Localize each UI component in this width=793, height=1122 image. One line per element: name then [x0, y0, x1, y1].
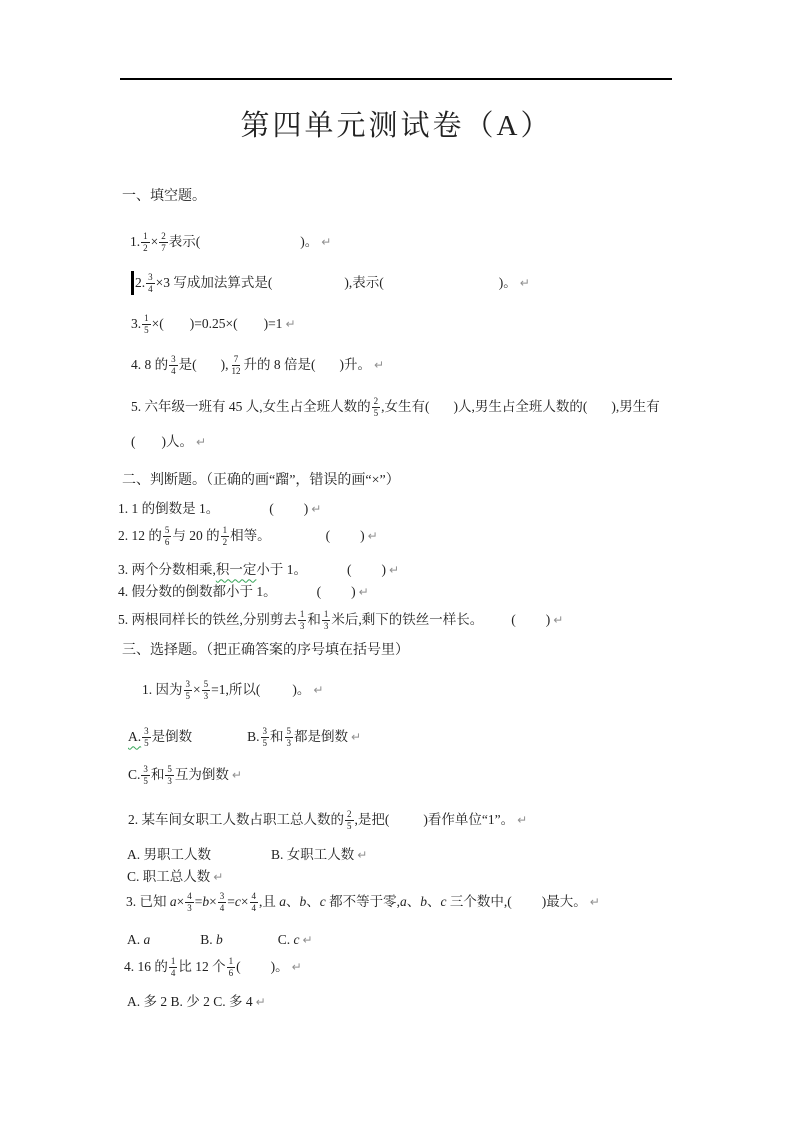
text-run: =1,所以( — [211, 682, 261, 698]
text-run: 5. 六年级一班有 45 人,女生占全班人数的 — [131, 399, 371, 415]
choice-q1-options-ab — [128, 721, 361, 753]
fraction — [298, 609, 307, 632]
answer-blank[interactable] — [238, 324, 264, 325]
fraction-numerator: 5 — [286, 725, 292, 736]
fraction-numerator: 4 — [251, 890, 256, 901]
text-run: 4. 8 的 — [131, 357, 169, 373]
title-paragraph-rule — [120, 78, 672, 80]
fraction — [165, 764, 174, 787]
text-run: ( — [325, 528, 331, 544]
text-run: 3. 两个分数相乘, — [118, 562, 216, 578]
answer-blank[interactable] — [136, 442, 162, 443]
choice-q1 — [142, 674, 323, 706]
fraction-numerator: 3 — [144, 725, 149, 736]
text-run: C. — [277, 932, 294, 948]
text-run: ), — [220, 357, 229, 373]
text-run: ) — [351, 584, 356, 600]
answer-blank[interactable] — [430, 407, 454, 408]
text-run: a — [143, 932, 151, 948]
fraction — [345, 809, 354, 832]
page-title: 第四单元测试卷（A） — [240, 110, 553, 142]
line-break-mark: ↵ — [302, 933, 313, 947]
fraction — [142, 313, 151, 336]
line-break-mark: ↵ — [553, 613, 564, 627]
fraction — [322, 609, 331, 632]
answer-blank[interactable] — [516, 620, 546, 621]
answer-blank[interactable] — [164, 324, 190, 325]
fraction — [227, 956, 236, 979]
text-run: ) — [545, 612, 551, 628]
answer-blank[interactable] — [150, 940, 200, 941]
answer-blank[interactable] — [512, 902, 542, 903]
answer-blank[interactable] — [389, 820, 423, 821]
fraction — [169, 956, 178, 979]
text-run: 1. 因为 — [142, 682, 183, 698]
text-run: 是( — [178, 357, 197, 373]
line-break-mark: ↵ — [519, 276, 530, 290]
answer-blank[interactable] — [223, 940, 278, 941]
fraction — [141, 231, 150, 254]
fill-q5-line1 — [131, 391, 660, 423]
fraction-denominator: 5 — [144, 737, 149, 748]
answer-blank[interactable] — [384, 283, 499, 284]
text-run: 互为倒数 — [174, 767, 229, 783]
fill-q4 — [131, 349, 384, 381]
fraction-denominator: 5 — [347, 820, 352, 831]
line-break-mark: ↵ — [351, 730, 362, 744]
text-run: × — [150, 234, 159, 250]
text-run: × — [193, 682, 201, 698]
text-run: B. 女职工人数 — [271, 847, 355, 863]
fill-q3 — [131, 308, 296, 340]
answer-blank[interactable] — [260, 690, 292, 691]
fraction — [184, 679, 193, 702]
text-run: 米后,剩下的铁丝一样长。 — [331, 612, 484, 628]
line-break-mark: ↵ — [374, 358, 385, 372]
fraction — [159, 231, 168, 254]
fraction-denominator: 4 — [171, 365, 176, 376]
text-run: )。 — [292, 682, 311, 698]
fill-q2 — [131, 267, 530, 299]
text-run: A. 多 2 B. 少 2 C. 多 4 — [127, 994, 253, 1010]
text-run: 2. — [135, 275, 146, 291]
spellcheck-flagged-text: 积一定 — [215, 562, 257, 578]
line-break-mark: ↵ — [213, 870, 224, 884]
fraction-numerator: 3 — [219, 890, 225, 901]
choice-q1-option-c — [128, 759, 242, 791]
text-run: )=0.25×( — [189, 316, 238, 332]
fraction — [218, 891, 227, 914]
text-run: 、 — [286, 894, 300, 910]
text-run: 1. — [130, 234, 141, 250]
fraction — [202, 679, 211, 702]
fraction-numerator: 2 — [161, 230, 166, 241]
fraction — [169, 354, 178, 377]
fraction — [185, 891, 194, 914]
answer-blank[interactable] — [483, 620, 511, 621]
fill-q5-line2 — [131, 426, 206, 458]
text-run: )最大。 — [541, 894, 587, 910]
text-run: = — [194, 894, 203, 910]
text-run: × — [240, 894, 249, 910]
text-run: )人。 — [161, 434, 193, 450]
answer-blank[interactable] — [271, 536, 326, 537]
fraction-denominator: 4 — [170, 967, 176, 978]
text-run: ,且 — [259, 894, 280, 910]
fraction-numerator: 3 — [143, 763, 148, 774]
text-run: 2. 12 的 — [118, 528, 162, 544]
text-run: × — [209, 894, 217, 910]
line-break-mark: ↵ — [231, 768, 242, 782]
spellcheck-flagged-text: A. — [128, 729, 142, 745]
text-run: = — [227, 894, 235, 910]
text-run: 和 — [307, 612, 321, 628]
text-run: ),男生有 — [611, 399, 660, 415]
text-run: ) — [303, 501, 309, 517]
text-run: ),表示( — [344, 275, 384, 291]
answer-blank[interactable] — [587, 407, 611, 408]
text-run: ( — [131, 434, 136, 450]
text-run: 二、判断题。（正确的画“蹓”，错误的画“×”） — [122, 473, 400, 488]
fraction-denominator: 5 — [143, 775, 148, 786]
fraction-numerator: 1 — [170, 955, 176, 966]
fraction-numerator: 2 — [347, 808, 352, 819]
answer-blank[interactable] — [272, 283, 344, 284]
text-run: 是倒数 — [151, 729, 193, 745]
text-run: 3. 已知 — [126, 894, 170, 910]
text-run: a — [169, 894, 177, 910]
fraction-denominator: 5 — [185, 690, 190, 701]
fraction-numerator: 7 — [233, 353, 239, 364]
answer-blank[interactable] — [330, 536, 360, 537]
fraction-denominator: 2 — [143, 242, 148, 253]
line-break-mark: ↵ — [313, 683, 324, 697]
fraction-denominator: 5 — [262, 737, 268, 748]
fraction-denominator: 3 — [323, 620, 329, 631]
fraction — [163, 525, 172, 548]
text-run: 和 — [270, 729, 284, 745]
fraction-numerator: 3 — [148, 271, 153, 282]
choice-q4 — [124, 951, 302, 983]
text-run: 三、选择题。（把正确答案的序号填在括号里） — [122, 643, 409, 658]
line-break-mark: ↵ — [357, 848, 368, 862]
fraction — [142, 726, 151, 749]
line-break-mark: ↵ — [255, 995, 266, 1009]
choice-q3 — [126, 886, 600, 918]
text-run: 都是倒数 — [294, 729, 349, 745]
fraction-denominator: 4 — [148, 283, 153, 294]
answer-blank[interactable] — [307, 570, 347, 571]
text-run: b — [299, 894, 307, 910]
text-run: c — [234, 894, 241, 910]
text-run: B. — [200, 932, 217, 948]
fraction — [230, 354, 243, 377]
fraction-denominator: 4 — [251, 902, 256, 913]
text-run: 3. — [131, 316, 142, 332]
text-run: 2. 某车间女职工人数占职工总人数的 — [128, 812, 344, 828]
fraction-numerator: 4 — [187, 890, 192, 901]
fraction-numerator: 1 — [228, 955, 234, 966]
text-run: ( — [347, 562, 352, 578]
text-run: ( — [316, 584, 322, 600]
text-run: 与 20 的 — [172, 528, 220, 544]
fraction — [146, 272, 155, 295]
text-run: ( — [269, 501, 274, 517]
fraction-denominator: 6 — [164, 536, 170, 547]
text-run: b — [216, 932, 223, 948]
text-run: c — [440, 894, 447, 910]
text-run: 表示( — [168, 234, 201, 250]
text-run: ×3 写成加法算式是( — [155, 275, 273, 291]
fraction-numerator: 5 — [167, 763, 172, 774]
fraction-denominator: 2 — [222, 536, 228, 547]
fraction-denominator: 7 — [161, 242, 166, 253]
text-run: C. — [128, 767, 141, 783]
text-run: 三个数中,( — [446, 894, 512, 910]
line-break-mark: ↵ — [589, 895, 600, 909]
line-break-mark: ↵ — [196, 435, 207, 449]
text-run: )。 — [498, 275, 517, 291]
answer-blank[interactable] — [321, 592, 351, 593]
fill-q1 — [130, 226, 331, 258]
fraction-numerator: 2 — [373, 395, 379, 406]
fraction-denominator: 12 — [231, 365, 241, 376]
fraction-numerator: 3 — [171, 353, 176, 364]
text-run: a — [279, 894, 286, 910]
text-run: )=1 — [263, 316, 283, 332]
line-break-mark: ↵ — [291, 960, 302, 974]
text-run: 、 — [306, 894, 320, 910]
line-break-mark: ↵ — [358, 585, 369, 599]
line-break-mark: ↵ — [367, 529, 378, 543]
fraction-numerator: 5 — [203, 678, 209, 689]
text-run: )人,男生占全班人数的( — [453, 399, 588, 415]
text-run: C. 职工总人数 — [127, 869, 211, 885]
text-run: 、 — [427, 894, 441, 910]
text-cursor — [131, 271, 134, 295]
answer-blank[interactable] — [274, 509, 304, 510]
fraction-numerator: 3 — [262, 725, 268, 736]
line-break-mark: ↵ — [285, 317, 296, 331]
text-run: 1. 1 的倒数是 1。 — [118, 501, 220, 517]
text-run: 4. 16 的 — [124, 959, 168, 975]
fraction — [221, 525, 230, 548]
fraction-denominator: 6 — [228, 967, 234, 978]
fraction — [285, 726, 294, 749]
text-run: b — [202, 894, 210, 910]
choice-q4-options — [127, 986, 266, 1018]
text-run: a — [400, 894, 407, 910]
answer-blank[interactable] — [211, 855, 271, 856]
fraction — [141, 764, 150, 787]
text-run: )。 — [270, 959, 289, 975]
text-run: ) — [381, 562, 386, 578]
fraction — [250, 891, 259, 914]
text-run: 4. 假分数的倒数都小于 1。 — [118, 584, 277, 600]
fraction-denominator: 5 — [373, 407, 379, 418]
text-run: 和 — [150, 767, 165, 783]
fraction-denominator: 3 — [167, 775, 172, 786]
judge-q5 — [118, 604, 563, 636]
section-fill-heading — [122, 181, 206, 213]
text-run: B. — [247, 729, 260, 745]
fraction-numerator: 1 — [144, 312, 149, 323]
answer-blank[interactable] — [241, 967, 271, 968]
fraction-numerator: 1 — [222, 524, 228, 535]
fraction-denominator: 3 — [286, 737, 292, 748]
text-run: b — [420, 894, 427, 910]
fraction-denominator: 4 — [219, 902, 225, 913]
text-run: 相等。 — [230, 528, 271, 544]
text-run: A. — [127, 932, 144, 948]
text-run: 、 — [406, 894, 421, 910]
fraction-denominator: 5 — [144, 324, 149, 335]
line-break-mark: ↵ — [389, 563, 400, 577]
text-run: ( — [511, 612, 516, 628]
answer-blank[interactable] — [219, 509, 269, 510]
line-break-mark: ↵ — [517, 813, 528, 827]
fraction-denominator: 3 — [187, 902, 192, 913]
fraction-numerator: 1 — [143, 230, 148, 241]
fraction-numerator: 1 — [323, 608, 329, 619]
fraction-denominator: 3 — [299, 620, 305, 631]
text-run: ( — [236, 959, 241, 975]
answer-blank[interactable] — [192, 737, 247, 738]
text-run: )升。 — [339, 357, 371, 373]
judge-q2 — [118, 520, 378, 552]
section-choice-heading — [122, 635, 409, 667]
fraction — [372, 396, 381, 419]
text-run: 一、填空题。 — [122, 189, 206, 204]
text-run: ,是把( — [354, 812, 390, 828]
fraction-numerator: 3 — [185, 678, 190, 689]
text-run: c — [293, 932, 300, 948]
text-run: ,女生有( — [381, 399, 430, 415]
text-run: 升的 8 倍是( — [243, 357, 316, 373]
text-run: c — [319, 894, 326, 910]
text-run: × — [176, 894, 185, 910]
text-run: 小于 1。 — [256, 562, 307, 578]
text-run: 比 12 个 — [178, 959, 226, 975]
text-run: A. 男职工人数 — [127, 847, 211, 863]
text-run: ) — [360, 528, 365, 544]
answer-blank[interactable] — [200, 242, 300, 243]
fraction-denominator: 3 — [203, 690, 209, 701]
line-break-mark: ↵ — [311, 502, 322, 516]
fraction — [261, 726, 270, 749]
answer-blank[interactable] — [277, 592, 317, 593]
text-run: )看作单位“1”。 — [423, 812, 515, 828]
text-run: 5. 两根同样长的铁丝,分别剪去 — [118, 612, 297, 628]
answer-blank[interactable] — [352, 570, 382, 571]
answer-blank[interactable] — [316, 365, 340, 366]
fraction-numerator: 1 — [299, 608, 305, 619]
fraction-numerator: 5 — [164, 524, 170, 535]
choice-q2 — [128, 804, 527, 836]
text-run: )。 — [300, 234, 319, 250]
text-run: 都不等于零, — [325, 894, 400, 910]
line-break-mark: ↵ — [321, 235, 332, 249]
text-run: ×( — [151, 316, 164, 332]
answer-blank[interactable] — [197, 365, 221, 366]
